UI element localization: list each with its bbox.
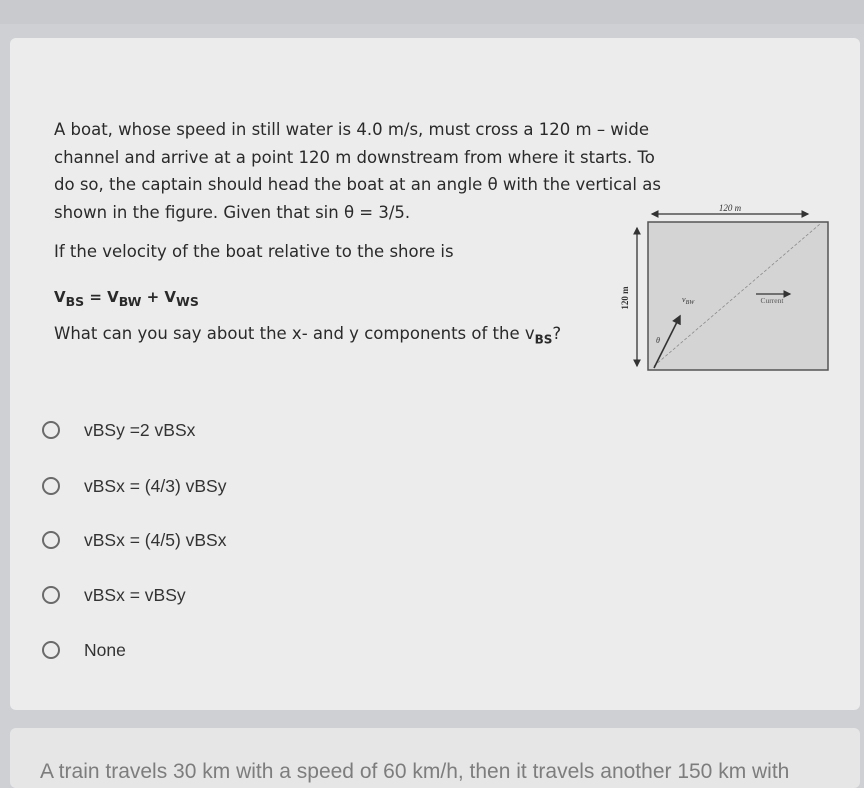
option-label: vBSx = vBSy: [84, 584, 186, 605]
radio-button[interactable]: [42, 531, 60, 549]
next-question-card: [10, 728, 860, 788]
question-text: [54, 324, 561, 346]
option-5[interactable]: [42, 637, 126, 663]
eq-plus: +: [141, 288, 165, 306]
channel-figure: [612, 198, 834, 374]
prompt-text: If the velocity of the boat relative to the shore is: [54, 242, 454, 261]
next-question-text: A train travels 30 km with a speed of 60 km/h, then it travels another 150 km with: [40, 760, 790, 783]
option-label: vBSx = (4/3) vBSy: [84, 475, 227, 496]
option-2[interactable]: [42, 473, 226, 499]
option-1[interactable]: [42, 417, 195, 443]
eq-term1: V: [107, 288, 119, 306]
current-label: Current: [760, 296, 784, 305]
width-label: 120 m: [718, 203, 742, 213]
question-end: ?: [552, 324, 562, 343]
option-label: None: [84, 639, 126, 660]
question-sub: BS: [534, 332, 553, 347]
eq-lhs: V: [54, 288, 66, 306]
eq-lhs-sub: BS: [65, 294, 85, 309]
velocity-equation: [54, 288, 199, 309]
option-4[interactable]: [42, 582, 186, 608]
radio-button[interactable]: [42, 477, 60, 495]
problem-text: A boat, whose speed in still water is 4.0 m/s, must cross a 120 m – wide channel and arrive at a point 120 m downstream from where it starts. To do so, the captain should head the boat at an angle θ with the vertical as shown in the figure. Given that sin θ = 3/5.: [54, 120, 661, 222]
radio-button[interactable]: [42, 641, 60, 659]
question-main: What can you say about the x- and y components of the v: [54, 324, 535, 343]
option-label: vBSy =2 vBSx: [84, 419, 196, 440]
eq-term2: V: [164, 288, 177, 306]
eq-term1-sub: BW: [118, 294, 142, 309]
theta-label: θ: [656, 336, 660, 345]
radio-button[interactable]: [42, 586, 60, 604]
top-band: [0, 0, 864, 24]
option-label: vBSx = (4/5) vBSx: [84, 529, 227, 550]
height-label: 120 m: [620, 286, 630, 310]
eq-equals: =: [84, 288, 108, 306]
radio-button[interactable]: [42, 421, 60, 439]
eq-term2-sub: WS: [176, 294, 199, 309]
vbw-label: $v_{BW}$: [682, 295, 695, 306]
option-3[interactable]: [42, 527, 226, 553]
